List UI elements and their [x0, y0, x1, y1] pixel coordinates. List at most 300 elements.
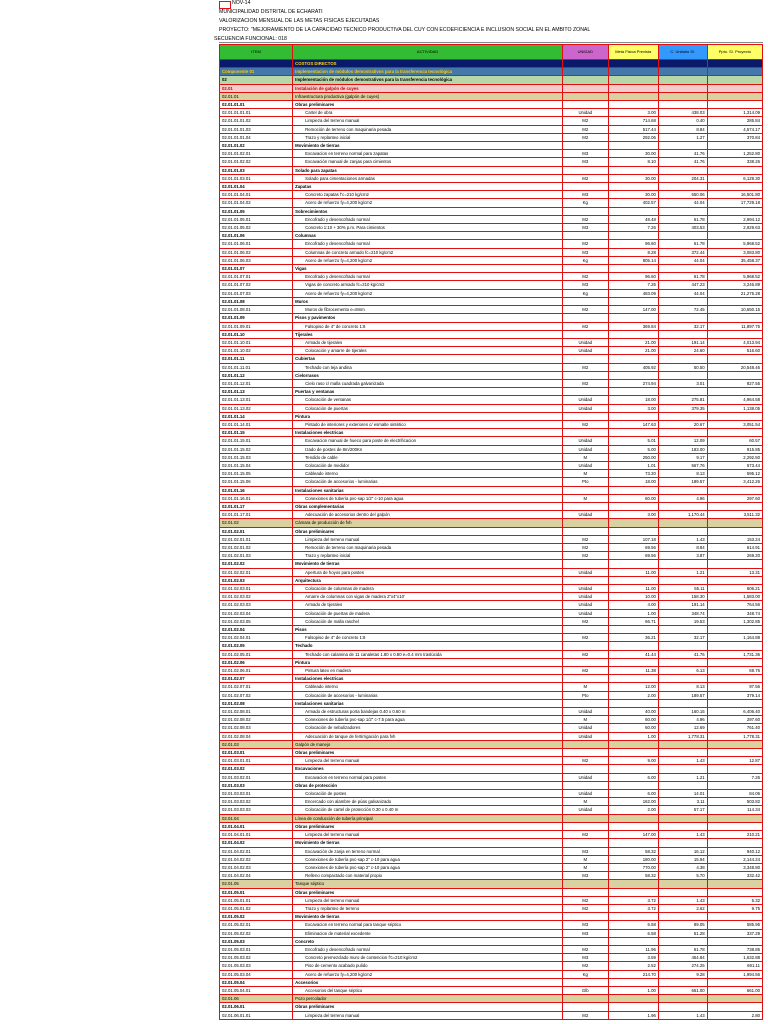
- activity-cell: Vigas de concreto armado fc=210 kg/cm2: [293, 281, 563, 289]
- unit-cell: M2: [563, 543, 609, 551]
- budget-total-cell: [707, 913, 762, 921]
- unit-cost-cell: [658, 626, 707, 634]
- target-quantity-cell: 4.00: [608, 601, 658, 609]
- unit-cell: [563, 429, 609, 437]
- budget-total-cell: 84.06: [707, 790, 762, 798]
- activity-cell: Cubiertas: [293, 355, 563, 363]
- activity-cell: Limpieza del terreno manual: [293, 757, 563, 765]
- unit-cost-cell: 1.27: [658, 133, 707, 141]
- target-quantity-cell: [608, 429, 658, 437]
- target-quantity-cell: [608, 519, 658, 527]
- unit-cell: M: [563, 470, 609, 478]
- target-quantity-cell: 1.96: [608, 1011, 658, 1019]
- activity-cell: Instalaciones electricas: [293, 675, 563, 683]
- budget-total-cell: 370.84: [707, 133, 762, 141]
- unit-cell: [563, 314, 609, 322]
- activity-cell: Techado con calamina de 11 canaletas 1.80 x 0.80 e=0.4 mm traslúcida: [293, 650, 563, 658]
- item-cell: 02.01.01.14.01: [220, 420, 293, 428]
- activity-cell: Remoción de terreno con maquinaria pesada: [293, 543, 563, 551]
- budget-total-cell: [707, 502, 762, 510]
- activity-cell: Colocación de nebulizadores: [293, 724, 563, 732]
- unit-cell: M3: [563, 281, 609, 289]
- item-cell: 02.01.02.07.01: [220, 683, 293, 691]
- target-quantity-cell: 60.00: [608, 724, 658, 732]
- activity-cell: Concreto: [293, 937, 563, 945]
- unit-cost-cell: 158.30: [658, 593, 707, 601]
- activity-cell: Vigas: [293, 265, 563, 273]
- target-quantity-cell: [608, 207, 658, 215]
- item-cell: 02.01.01.01: [220, 101, 293, 109]
- unit-cost-cell: [658, 749, 707, 757]
- target-quantity-cell: 96.60: [608, 240, 658, 248]
- unit-cell: Kg: [563, 256, 609, 264]
- unit-cost-cell: [658, 330, 707, 338]
- unit-cell: [563, 297, 609, 305]
- activity-cell: Colocación de puertas: [293, 404, 563, 412]
- item-cell: 02.01.02.03.05: [220, 617, 293, 625]
- target-quantity-cell: 1.00: [608, 609, 658, 617]
- activity-cell: Colocación de puertas de madera: [293, 609, 563, 617]
- unit-cell: Pto: [563, 478, 609, 486]
- target-quantity-cell: [608, 60, 658, 68]
- unit-cost-cell: 1.43: [658, 757, 707, 765]
- target-quantity-cell: 11.00: [608, 568, 658, 576]
- budget-total-cell: 691.11: [707, 962, 762, 970]
- target-quantity-cell: 69.56: [608, 543, 658, 551]
- item-cell: 02.01.05.01.01: [220, 896, 293, 904]
- item-cell: 02.01.01.01.04: [220, 133, 293, 141]
- item-cell: 02.01.03.01.01: [220, 757, 293, 765]
- item-cell: [220, 60, 293, 68]
- unit-cost-cell: 1.21: [658, 773, 707, 781]
- item-cell: 02.01.02.05.01: [220, 650, 293, 658]
- activity-cell: Encofrado y desencofrado normal: [293, 215, 563, 223]
- unit-cost-cell: [658, 60, 707, 68]
- unit-cell: M2: [563, 215, 609, 223]
- table-row: [220, 101, 763, 109]
- target-quantity-cell: 60.00: [608, 716, 658, 724]
- activity-cell: Excavacion en terreno normal para zapatas: [293, 150, 563, 158]
- target-quantity-cell: 147.00: [608, 831, 658, 839]
- unit-cell: M3: [563, 921, 609, 929]
- item-cell: 02.01.01.15.01: [220, 437, 293, 445]
- activity-cell: Adecuación de tanque de fertirrigación para fvh: [293, 732, 563, 740]
- target-quantity-cell: 73.20: [608, 470, 658, 478]
- table-row: [220, 617, 763, 625]
- budget-total-cell: 573.44: [707, 461, 762, 469]
- target-quantity-cell: 6.58: [608, 921, 658, 929]
- unit-cost-cell: 89.05: [658, 921, 707, 929]
- unit-cell: M2: [563, 273, 609, 281]
- unit-cell: Unidad: [563, 437, 609, 445]
- unit-cell: M2: [563, 552, 609, 560]
- budget-total-cell: 269.20: [707, 552, 762, 560]
- table-row: [220, 888, 763, 896]
- unit-cell: Unidad: [563, 404, 609, 412]
- unit-cell: M2: [563, 962, 609, 970]
- budget-total-cell: 1,252.80: [707, 150, 762, 158]
- activity-cell: Pozo percolador: [293, 995, 563, 1003]
- unit-cell: M3: [563, 248, 609, 256]
- target-quantity-cell: [608, 486, 658, 494]
- budget-total-cell: [707, 749, 762, 757]
- budget-total-cell: [707, 658, 762, 666]
- col-header-activity: ACTIVIDAD: [293, 45, 563, 60]
- item-cell: 02.01.02.01: [220, 527, 293, 535]
- unit-cost-cell: 50.50: [658, 363, 707, 371]
- unit-cell: M3: [563, 191, 609, 199]
- target-quantity-cell: [608, 765, 658, 773]
- table-row: [220, 437, 763, 445]
- target-quantity-cell: 11.38: [608, 667, 658, 675]
- item-cell: 02.01.01.05.01: [220, 215, 293, 223]
- table-row: [220, 543, 763, 551]
- budget-total-cell: [707, 699, 762, 707]
- table-row: [220, 970, 763, 978]
- table-row: [220, 224, 763, 232]
- budget-total-cell: 379.14: [707, 691, 762, 699]
- activity-cell: Arquitectura: [293, 576, 563, 584]
- target-quantity-cell: 369.84: [608, 322, 658, 330]
- table-row: [220, 978, 763, 986]
- item-cell: 02.01.04: [220, 814, 293, 822]
- report-date: NOV-14: [232, 0, 251, 6]
- activity-cell: Pintura: [293, 412, 563, 420]
- unit-cell: M3: [563, 872, 609, 880]
- target-quantity-cell: [608, 675, 658, 683]
- target-quantity-cell: 66.71: [608, 617, 658, 625]
- budget-total-cell: 3,051.54: [707, 420, 762, 428]
- unit-cell: Unidad: [563, 568, 609, 576]
- table-row: [220, 256, 763, 264]
- budget-total-cell: 332.42: [707, 872, 762, 880]
- activity-cell: Línea de conducción de tubería principal: [293, 814, 563, 822]
- unit-cost-cell: 1.43: [658, 535, 707, 543]
- target-quantity-cell: 60.00: [608, 494, 658, 502]
- budget-total-cell: 1,632.88: [707, 954, 762, 962]
- item-cell: 02.01.01.13.01: [220, 396, 293, 404]
- budget-total-cell: [707, 355, 762, 363]
- activity-cell: Armado de tijerales: [293, 601, 563, 609]
- item-cell: 02.01.02.03: [220, 576, 293, 584]
- unit-cost-cell: 55.11: [658, 585, 707, 593]
- activity-cell: Trazo y replanteo inicial: [293, 552, 563, 560]
- item-cell: 02.01.01.16: [220, 486, 293, 494]
- unit-cell: [563, 814, 609, 822]
- budget-total-cell: [707, 822, 762, 830]
- unit-cost-cell: 14.01: [658, 790, 707, 798]
- unit-cell: [563, 642, 609, 650]
- table-row: [220, 593, 763, 601]
- table-row: [220, 248, 763, 256]
- item-cell: 02.01.01.01.01: [220, 109, 293, 117]
- unit-cell: M: [563, 863, 609, 871]
- budget-total-cell: 1,731.36: [707, 650, 762, 658]
- table-row: [220, 872, 763, 880]
- unit-cost-cell: [658, 265, 707, 273]
- budget-total-cell: [707, 626, 762, 634]
- budget-total-cell: [707, 740, 762, 748]
- budget-total-cell: [707, 142, 762, 150]
- target-quantity-cell: [608, 412, 658, 420]
- target-quantity-cell: 250.00: [608, 453, 658, 461]
- table-row: [220, 92, 763, 100]
- target-quantity-cell: [608, 699, 658, 707]
- table-row: [220, 929, 763, 937]
- item-cell: 02.01.02.03.01: [220, 585, 293, 593]
- table-row: [220, 847, 763, 855]
- activity-cell: Limpieza del terreno manual: [293, 1011, 563, 1019]
- table-row: [220, 1003, 763, 1011]
- item-cell: 02.01.03: [220, 740, 293, 748]
- table-row: [220, 445, 763, 453]
- unit-cost-cell: [658, 937, 707, 945]
- budget-total-cell: 153.24: [707, 535, 762, 543]
- target-quantity-cell: [608, 626, 658, 634]
- unit-cell: Unidad: [563, 609, 609, 617]
- target-quantity-cell: 770.00: [608, 863, 658, 871]
- unit-cell: [563, 519, 609, 527]
- unit-cell: M2: [563, 363, 609, 371]
- activity-cell: Galpón de manejo: [293, 740, 563, 748]
- unit-cell: Unidad: [563, 593, 609, 601]
- unit-cost-cell: 454.84: [658, 954, 707, 962]
- target-quantity-cell: [608, 1003, 658, 1011]
- table-row: [220, 658, 763, 666]
- unit-cost-cell: [658, 839, 707, 847]
- budget-total-cell: 3,412.26: [707, 478, 762, 486]
- item-cell: 02.01.03.03.03: [220, 806, 293, 814]
- table-row: [220, 306, 763, 314]
- target-quantity-cell: 147.63: [608, 420, 658, 428]
- unit-cost-cell: [658, 995, 707, 1003]
- budget-total-cell: 761.40: [707, 724, 762, 732]
- budget-total-cell: [707, 519, 762, 527]
- table-row: [220, 133, 763, 141]
- activity-cell: Movimiento de tierras: [293, 839, 563, 847]
- unit-cost-cell: [658, 888, 707, 896]
- activity-cell: Izado de postes de 8m/200Kn: [293, 445, 563, 453]
- target-quantity-cell: [608, 265, 658, 273]
- activity-cell: Falsopiso de 4" de concreto 1:8: [293, 634, 563, 642]
- unit-cost-cell: [658, 355, 707, 363]
- activity-cell: Obras preliminares: [293, 749, 563, 757]
- unit-cost-cell: [658, 101, 707, 109]
- unit-cost-cell: [658, 576, 707, 584]
- target-quantity-cell: 18.00: [608, 478, 658, 486]
- budget-total-cell: [707, 412, 762, 420]
- budget-total-cell: 2,929.63: [707, 224, 762, 232]
- unit-cost-cell: [658, 822, 707, 830]
- unit-cost-cell: [658, 412, 707, 420]
- item-cell: 02.01.01.11.01: [220, 363, 293, 371]
- target-quantity-cell: 30.00: [608, 191, 658, 199]
- activity-cell: Obras complementarias: [293, 502, 563, 510]
- budget-total-cell: 97.56: [707, 683, 762, 691]
- item-cell: 02.01.01.10.02: [220, 347, 293, 355]
- unit-cost-cell: 189.57: [658, 478, 707, 486]
- unit-cost-cell: [658, 76, 707, 84]
- table-row: [220, 215, 763, 223]
- unit-cell: M2: [563, 634, 609, 642]
- target-quantity-cell: 3.00: [608, 404, 658, 412]
- table-row: [220, 478, 763, 486]
- budget-total-cell: [707, 371, 762, 379]
- target-quantity-cell: [608, 839, 658, 847]
- activity-cell: Pisos y pavimentos: [293, 314, 563, 322]
- table-row: [220, 355, 763, 363]
- target-quantity-cell: [608, 502, 658, 510]
- activity-cell: Cielo raso c/ malla cuadrada galvanizada: [293, 379, 563, 387]
- unit-cost-cell: 8.13: [658, 470, 707, 478]
- activity-cell: Movimiento de tierras: [293, 560, 563, 568]
- target-quantity-cell: 40.00: [608, 708, 658, 716]
- budget-total-cell: 13.31: [707, 568, 762, 576]
- table-row: [220, 921, 763, 929]
- table-row: [220, 708, 763, 716]
- unit-cell: Unidad: [563, 396, 609, 404]
- unit-cost-cell: [658, 560, 707, 568]
- budget-total-cell: [707, 1003, 762, 1011]
- unit-cell: [563, 355, 609, 363]
- unit-cell: M2: [563, 617, 609, 625]
- target-quantity-cell: 3.72: [608, 896, 658, 904]
- activity-cell: Zapatas: [293, 183, 563, 191]
- table-row: [220, 560, 763, 568]
- item-cell: 02.01.01.07.02: [220, 281, 293, 289]
- item-cell: 02.01.05: [220, 880, 293, 888]
- budget-total-cell: [707, 101, 762, 109]
- unit-cost-cell: 550.06: [658, 191, 707, 199]
- target-quantity-cell: [608, 978, 658, 986]
- table-row: [220, 683, 763, 691]
- unit-cell: [563, 937, 609, 945]
- item-cell: 02.01.01.13: [220, 388, 293, 396]
- table-row: [220, 183, 763, 191]
- unit-cell: M2: [563, 420, 609, 428]
- unit-cost-cell: 61.78: [658, 240, 707, 248]
- unit-cell: Kg: [563, 289, 609, 297]
- table-row: [220, 511, 763, 519]
- table-row: [220, 732, 763, 740]
- unit-cost-cell: 61.78: [658, 945, 707, 953]
- unit-cell: M2: [563, 306, 609, 314]
- activity-cell: Obras preliminares: [293, 1003, 563, 1011]
- unit-cell: Unidad: [563, 806, 609, 814]
- unit-cost-cell: [658, 814, 707, 822]
- table-row: [220, 790, 763, 798]
- item-cell: 02.01.01.04.01: [220, 191, 293, 199]
- target-quantity-cell: 58.32: [608, 872, 658, 880]
- item-cell: 02.01.01.04: [220, 183, 293, 191]
- unit-cell: M2: [563, 831, 609, 839]
- activity-cell: Obras preliminares: [293, 101, 563, 109]
- activity-cell: Accesorios: [293, 978, 563, 986]
- unit-cost-cell: 191.14: [658, 338, 707, 346]
- unit-cell: Unidad: [563, 601, 609, 609]
- activity-cell: Muros: [293, 297, 563, 305]
- unit-cost-cell: 0.40: [658, 117, 707, 125]
- budget-total-cell: 3,246.89: [707, 281, 762, 289]
- unit-cost-cell: [658, 297, 707, 305]
- target-quantity-cell: 12.00: [608, 683, 658, 691]
- item-cell: 02.01.01.05: [220, 207, 293, 215]
- budget-total-cell: [707, 814, 762, 822]
- budget-total-cell: 20,548.46: [707, 363, 762, 371]
- unit-cell: [563, 412, 609, 420]
- item-cell: 02.01.01.06.01: [220, 240, 293, 248]
- table-row: [220, 371, 763, 379]
- table-row: [220, 314, 763, 322]
- budget-total-cell: 3,083.80: [707, 248, 762, 256]
- unit-cost-cell: 348.74: [658, 609, 707, 617]
- target-quantity-cell: [608, 740, 658, 748]
- unit-cell: M2: [563, 896, 609, 904]
- unit-cost-cell: [658, 519, 707, 527]
- unit-cell: Unidad: [563, 347, 609, 355]
- activity-cell: Conexiones de tubería pvc-sap 1/2" c-10 para agua: [293, 494, 563, 502]
- target-quantity-cell: 162.00: [608, 798, 658, 806]
- item-cell: 02.01.04.01.01: [220, 831, 293, 839]
- target-quantity-cell: [608, 560, 658, 568]
- table-row: [220, 568, 763, 576]
- unit-cost-cell: 41.76: [658, 158, 707, 166]
- budget-total-cell: 3,511.32: [707, 511, 762, 519]
- unit-cost-cell: [658, 1003, 707, 1011]
- item-cell: 02.01.01.03.01: [220, 174, 293, 182]
- budget-total-cell: [707, 76, 762, 84]
- unit-cost-cell: 5.70: [658, 872, 707, 880]
- activity-cell: Colocación y amarre de tijerales: [293, 347, 563, 355]
- budget-total-cell: 285.84: [707, 117, 762, 125]
- budget-total-cell: 348.74: [707, 609, 762, 617]
- table-row: [220, 667, 763, 675]
- table-row: [220, 576, 763, 584]
- table-row: [220, 765, 763, 773]
- activity-cell: Encofrado y desencofrado normal: [293, 945, 563, 953]
- activity-cell: Movimiento de tierras: [293, 142, 563, 150]
- activity-cell: Cableado interno: [293, 683, 563, 691]
- activity-cell: Instalaciones electricas: [293, 429, 563, 437]
- item-cell: 02.01.02.01.03: [220, 552, 293, 560]
- unit-cost-cell: 438.03: [658, 109, 707, 117]
- unit-cost-cell: 4.38: [658, 863, 707, 871]
- budget-total-cell: 60.57: [707, 437, 762, 445]
- activity-cell: Remoción de terreno con maquinaria pesada: [293, 125, 563, 133]
- table-row: [220, 995, 763, 1003]
- unit-cost-cell: 379.35: [658, 404, 707, 412]
- unit-cost-cell: 32.17: [658, 634, 707, 642]
- item-cell: 02.01.01.15.05: [220, 470, 293, 478]
- budget-total-cell: 9.75: [707, 904, 762, 912]
- item-cell: 02.01.01.14: [220, 412, 293, 420]
- item-cell: 02.01: [220, 84, 293, 92]
- table-row: [220, 68, 763, 76]
- item-cell: 02.01.01.06.03: [220, 256, 293, 264]
- unit-cell: [563, 232, 609, 240]
- unit-cell: [563, 527, 609, 535]
- unit-cell: [563, 822, 609, 830]
- unit-cost-cell: [658, 207, 707, 215]
- item-cell: 02.01.01.11: [220, 355, 293, 363]
- budget-total-cell: [707, 888, 762, 896]
- activity-cell: Colocación de accesorios - luminarias: [293, 691, 563, 699]
- activity-cell: Pisos: [293, 626, 563, 634]
- budget-total-cell: 35,458.37: [707, 256, 762, 264]
- activity-cell: Conexiones de tubería pvc-sap 2" c-10 para agua: [293, 855, 563, 863]
- target-quantity-cell: [608, 92, 658, 100]
- target-quantity-cell: 2.00: [608, 806, 658, 814]
